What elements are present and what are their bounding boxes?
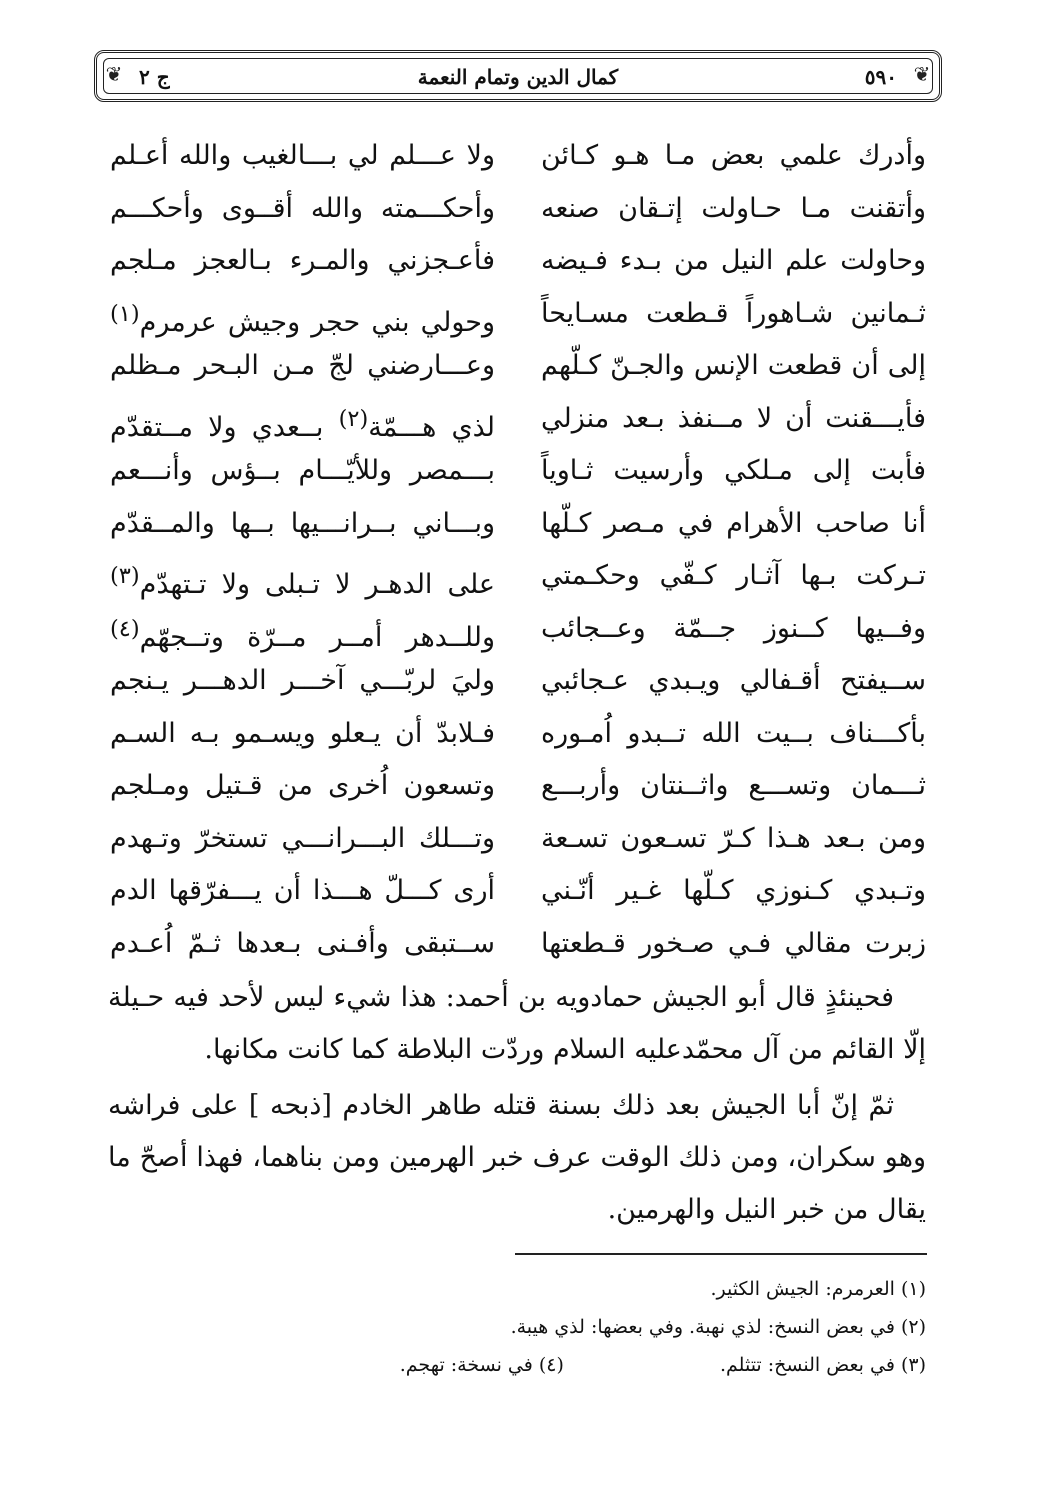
verse-text: لذي هـــمّة: [368, 411, 496, 443]
footnote-1: (١) العرمرم: الجيش الكثير.: [710, 1278, 926, 1300]
volume-label: ج ٢: [139, 65, 170, 89]
verse-second-half-11: وليَ لربّـــي آخـــر الدهـــر يـنجم: [110, 665, 495, 696]
footnote-row: [106, 1346, 926, 1384]
verse-second-half-3: فأعـجزني والمـرء بـالعجز مـلجم: [110, 245, 495, 276]
verse-second-half-5: وعـــارضني لجّ مـن البـحر مـظلم: [110, 350, 495, 381]
footnote-2: (٢) في بعض النسخ: لذي نهبة. وفي بعضها: لذي هيبة.: [510, 1316, 926, 1338]
paragraph-text: ثمّ إنّ أبا الجيش بعد ذلك بسنة قتله طاهر الخادم [ذبحه ] على فراشه وهو سكران، ومن ذلك الوقت عرف خبر الهرمين ومن بناهما، فهذا أصحّ ما يقال من خبر النيل والهرمين.: [108, 1090, 926, 1225]
page-header: [94, 50, 942, 102]
verse-second-half-8: وبـــاني بــرانـــيها بــها والمــقدّم: [110, 507, 495, 539]
poem-second-halves: [110, 130, 495, 970]
footnotes: [106, 1270, 926, 1384]
verse-text: وحولي بني حجر وجيش عرمرم: [139, 306, 495, 338]
page-number: ٥٩٠: [864, 65, 897, 89]
poem: [0, 130, 1038, 970]
verse-text: وللــدهر أمــر مــرّة وتــجهّم: [139, 621, 495, 653]
poem-first-halves: [541, 130, 926, 970]
ornament-left-icon: ❦: [105, 62, 123, 86]
verse-second-half-10: [110, 603, 495, 656]
footnote-mark: (١): [110, 300, 140, 327]
verse-second-half-12: فـلابدّ أن يـعلو ويسـمو بـه السـم: [110, 717, 495, 749]
verse-second-half-7: بـــمصر وللأيّـــام بــؤس وأنـــعم: [110, 455, 495, 486]
verse-first-half-15: وتـبدي كـنوزي كـلّها غـير أنّـني: [541, 875, 926, 906]
verse-text: على الدهـر لا تـبلى ولا تـتهدّم: [139, 569, 495, 600]
verse-second-half-14: وتـــلك البـــرانـــي تستخرّ وتـهدم: [110, 822, 495, 854]
verse-first-half-1: وأدرك علمي بعض مـا هـو كـائن: [541, 140, 926, 171]
verse-second-half-4: [110, 288, 495, 341]
footnote-4: (٤) في نسخة: تهجم.: [399, 1354, 564, 1376]
verse-first-half-5: إلى أن قطعت الإنس والجـنّ كـلّهم: [541, 350, 926, 381]
verse-first-half-3: وحاولت علم النيل من بـدء فـيضه: [541, 245, 926, 276]
book-title: كمال الدين وتمام النعمة: [417, 65, 619, 89]
verse-first-half-11: ســيفتح أقـفالي ويـبدي عـجائبي: [541, 665, 926, 696]
verse-first-half-2: وأتقنت مـا حـاولت إتـقان صنعه: [541, 192, 926, 224]
verse-second-half-9: [110, 550, 495, 603]
ornament-right-icon: ❦: [913, 62, 931, 86]
verse-first-half-12: بأكـــناف بــيت الله تــبدو اُمـوره: [541, 717, 926, 749]
verse-first-half-4: ثـمانين شـاهوراً قـطعت مسـايحاً: [541, 297, 926, 329]
verse-first-half-8: أنا صاحب الأهرام في مـصر كـلّها: [541, 507, 926, 539]
footnote-mark: (٢): [338, 405, 369, 432]
verse-second-half-2: وأحكـــمته والله أقــوى وأحكـــم: [110, 192, 495, 224]
verse-first-half-7: فأبت إلى مـلكي وأرسيت ثـاوياً: [541, 455, 926, 486]
verse-first-half-6: فأيـــقنت أن لا مــنفذ بـعد منزلي: [541, 402, 926, 434]
verse-first-half-10: وفــيها كــنوز جــمّة وعــجائب: [541, 612, 926, 644]
paragraph-text: فحينئذٍ قال أبو الجيش حمادويه بن أحمد: هذا شيء ليس لأحد فيه حـيلة إلّا القائم من آل محمّدعليه السلام وردّت البلاطة كما كانت مكانها.: [108, 982, 926, 1065]
verse-second-half-15: أرى كـــلّ هـــذا أن يـــفرّقها الدم: [110, 875, 495, 906]
verse-second-half-16: ســتبقى وأفـنى بـعدها ثـمّ اُعـدم: [110, 927, 495, 959]
verse-first-half-16: زبرت مقالي فـي صـخور قـطعتها: [541, 927, 926, 959]
verse-second-half-6: [110, 393, 495, 446]
verse-second-half-13: وتسعون اُخرى من قـتيل ومـلجم: [110, 770, 495, 801]
verse-second-half-1: ولا عـــلم لي بـــالغيب والله أعـلم: [110, 140, 495, 171]
prose-paragraph-1: [108, 972, 926, 1076]
footnote-mark: (٣): [110, 563, 140, 589]
prose-paragraph-2: [108, 1080, 926, 1236]
verse-text: بــعدي ولا مــتقدّم: [110, 411, 324, 443]
verse-first-half-9: تـركت بـها آثـار كـفّي وحكـمتي: [541, 560, 926, 591]
verse-first-half-14: ومن بـعد هـذا كـرّ تسـعون تسـعة: [541, 822, 926, 854]
footnote-3: (٣) في بعض النسخ: تتثلم.: [719, 1354, 926, 1376]
footnote-divider: [515, 1253, 927, 1255]
footnote-mark: (٤): [110, 615, 140, 642]
verse-first-half-13: ثـــمان وتســـع واثــنتان وأربـــع: [541, 770, 926, 801]
